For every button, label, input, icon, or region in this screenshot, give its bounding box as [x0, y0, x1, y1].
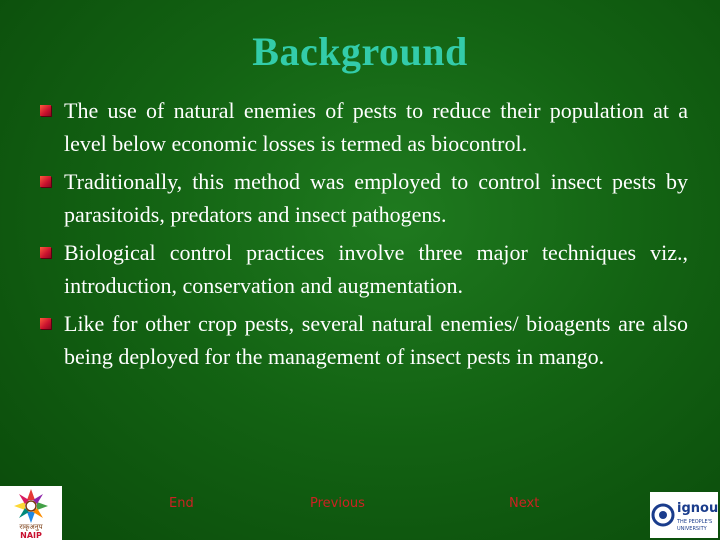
bullet-item	[40, 95, 688, 160]
next-link[interactable]: Next	[509, 496, 540, 511]
ignou-emblem-icon	[650, 492, 718, 538]
square-bullet-icon	[40, 318, 51, 329]
bullet-item	[40, 237, 688, 302]
naip-logo	[0, 486, 62, 540]
svg-text:UNIVERSITY: UNIVERSITY	[677, 526, 707, 532]
bullet-text: Biological control practices involve three major techniques viz., introduction, conservation and augmentation.	[64, 240, 688, 298]
svg-text:ignou: ignou	[677, 501, 718, 516]
svg-text:राकृअनुप: राकृअनुप	[19, 523, 43, 531]
square-bullet-icon	[40, 105, 51, 116]
bullet-list	[40, 95, 688, 379]
naip-emblem-icon	[0, 486, 62, 540]
svg-text:NAIP: NAIP	[20, 531, 42, 540]
ignou-logo	[650, 492, 718, 538]
bullet-text: The use of natural enemies of pests to reduce their population at a level below economic losses is termed as biocontrol.	[64, 98, 688, 156]
bullet-item	[40, 308, 688, 373]
previous-link[interactable]: Previous	[310, 496, 365, 511]
square-bullet-icon	[40, 247, 51, 258]
slide-title: Background	[252, 29, 468, 74]
end-link[interactable]: End	[169, 496, 194, 511]
svg-text:THE PEOPLE'S: THE PEOPLE'S	[677, 519, 713, 525]
bullet-item	[40, 166, 688, 231]
bullet-text: Traditionally, this method was employed to control insect pests by parasitoids, predators and insect pathogens.	[64, 169, 688, 227]
bullet-text: Like for other crop pests, several natural enemies/ bioagents are also being deployed for the management of insect pests in mango.	[64, 311, 688, 369]
square-bullet-icon	[40, 176, 51, 187]
